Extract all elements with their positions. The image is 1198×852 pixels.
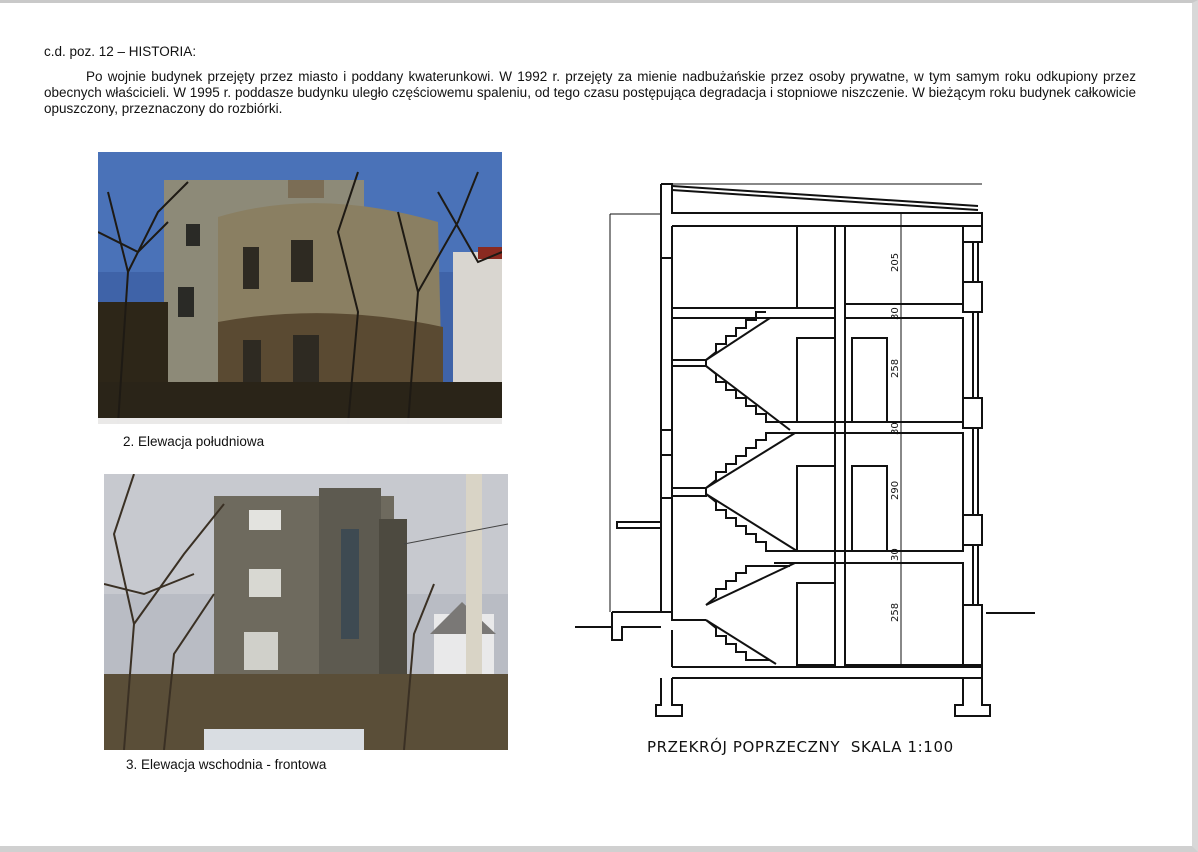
history-text: Po wojnie budynek przejęty przez miasto i poddany kwaterunkowi. W 1992 r. przejęty za mienie nadbużańskie przez osoby prywatne, w tym samym roku odkupiony przez obecnych właścicieli. W 1995 r. poddasze budynku uległo częściowemu spaleniu, od tego czasu postępująca degradacja i stopniowe niszczenie. W bieżącym roku budynek całkowicie opuszczony, przeznaczony do rozbiórki. [44,69,1136,116]
cross-section-drawing [570,175,1040,725]
history-paragraph [44,69,1136,117]
dim-label-290: 290 [890,480,901,500]
dim-label-30-c: 30 [890,548,901,561]
dim-label-258-a: 258 [890,358,901,378]
photo-east-caption: 3. Elewacja wschodnia - frontowa [126,757,327,772]
page-heading: c.d. poz. 12 – HISTORIA: [44,44,197,59]
dim-label-258-b: 258 [890,602,901,622]
section-title: PRZEKRÓJ POPRZECZNY SKALA 1:100 [647,738,954,756]
dim-label-30-b: 30 [890,422,901,435]
photo-south-caption: 2. Elewacja południowa [123,434,265,449]
dim-label-30-a: 30 [890,307,901,320]
photo-east-elevation [104,474,508,750]
dim-label-205: 205 [890,252,901,272]
photo-south-elevation [98,152,502,424]
